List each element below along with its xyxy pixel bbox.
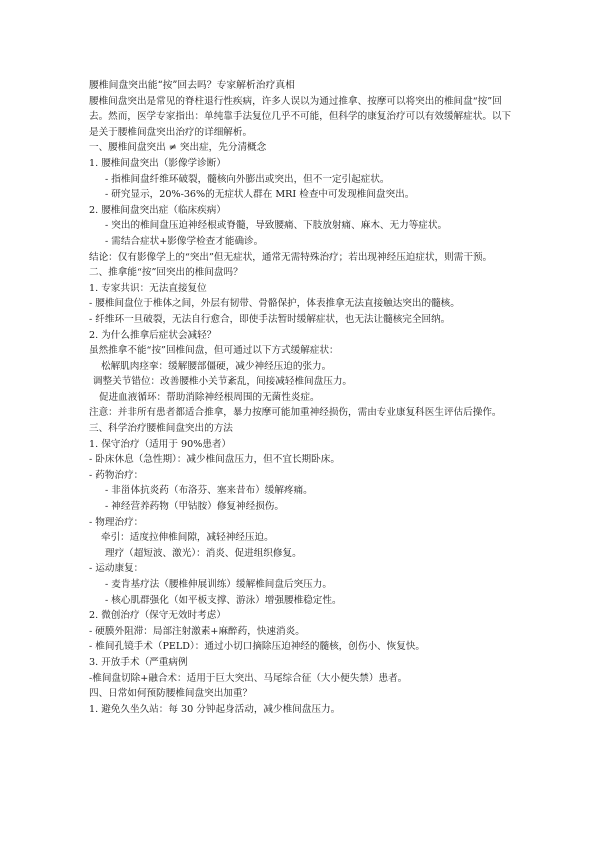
s2-point-1-bullet-2: - 纤维环一旦破裂，无法自行愈合，即使手法暂时缓解症状，也无法让髓核完全回纳。 [89,313,451,325]
s1-point-1-bullet-2: - 研究显示，20%-36%的无症状人群在 MRI 检查中可发现椎间盘突出。 [105,189,415,201]
section-4-heading: 四、日常如何预防腰椎间盘突出加重？ [89,688,253,700]
s1-point-1-bullet-1: - 指椎间盘纤维环破裂，髓核向外膨出或突出，但不一定引起症状。 [105,173,390,185]
section-1-heading: 一、腰椎间盘突出 ≠ 突出症，先分清概念 [89,142,267,154]
intro-paragraph: 腰椎间盘突出是常见的脊柱退行性疾病，许多人误以为通过推拿、按摩可以将突出的椎间盘“按”回去。然而，医学专家指出：单纯靠手法复位几乎不可能，但科学的康复治疗可以有效缓解症状。以下是关于腰椎间盘突出治疗的详细解析。 [89,95,512,138]
doc-title: 腰椎间盘突出能“按”回去吗？专家解析治疗真相 [89,80,295,91]
s2-point-1-bullet-1: - 腰椎间盘位于椎体之间，外层有韧带、骨骼保护，体表推拿无法直接触达突出的髓核。 [89,298,460,310]
s2-point-1-title: 1. 专家共识：无法直接复位 [89,282,207,294]
s1-conclusion: 结论：仅有影像学上的“突出”但无症状，通常无需特殊治疗；若出现神经压迫症状，则需干预。 [89,251,493,263]
s3-physio-item-2: 理疗（超短波、激光）：消炎、促进组织修复。 [105,547,302,559]
s2-note: 注意：并非所有患者都适合推拿，暴力按摩可能加重神经损伤，需由专业康复科医生评估后操作。 [89,407,502,419]
s3-sport-bullet-1: - 麦肯基疗法（腰椎伸展训练）缓解椎间盘后突压力。 [105,579,332,590]
s1-point-2-title: 2. 腰椎间盘突出症（临床疾病） [89,204,226,216]
s1-point-1-title: 1. 腰椎间盘突出（影像学诊断） [89,157,226,169]
s3-drug-bullet-1: - 非甾体抗炎药（布洛芬、塞来昔布）缓解疼痛。 [105,485,313,497]
s3-sport-bullet-2: - 核心肌群强化（如平板支撑、游泳）增强腰椎稳定性。 [105,594,342,606]
s4-point-1: 1. 避免久坐久站：每 30 分钟起身活动，减少椎间盘压力。 [89,703,341,715]
s3-point-1-title: 1. 保守治疗（适用于 90%患者） [89,438,232,450]
s3-physio-item-1: 牵引：适度拉伸椎间隙，减轻神经压迫。 [101,532,274,544]
s1-point-2-bullet-2: - 需结合症状+影像学检查才能确诊。 [105,235,264,247]
s1-point-2-bullet-1: - 突出的椎间盘压迫神经根或脊髓，导致腰痛、下肢放射痛、麻木、无力等症状。 [105,220,448,232]
s3-physio-title: - 物理治疗： [89,516,144,528]
s3-point-2-bullet-2: - 椎间孔镜手术（PELD）：通过小切口摘除压迫神经的髓核，创伤小、恢复快。 [89,641,426,653]
document-page [89,78,519,717]
s2-point-2-item-3: 促进血液循环：帮助消除神经根周围的无菌性炎症。 [99,391,320,403]
s3-drug-bullet-2: - 神经营养药物（甲钴胺）修复神经损伤。 [105,501,284,513]
s3-point-2-bullet-1: - 硬膜外阻滞：局部注射激素+麻醉药，快速消炎。 [89,625,305,637]
s3-sport-title: - 运动康复： [89,563,144,575]
section-3-heading: 三、科学治疗腰椎间盘突出的方法 [89,423,233,435]
s2-point-2-item-1: 松解肌肉痉挛：缓解腰部僵硬，减少神经压迫的张力。 [101,360,332,372]
s2-point-2-lead: 虽然推拿不能“按”回椎间盘，但可通过以下方式缓解症状： [89,345,339,357]
s3-point-3-title: 3. 开放手术（严重病例 [89,656,188,668]
section-2-heading: 二、推拿能“按”回突出的椎间盘吗？ [89,267,243,279]
s2-point-2-item-2: 调整关节错位：改善腰椎小关节紊乱，间接减轻椎间盘压力。 [93,376,353,388]
s3-point-2-title: 2. 微创治疗（保守无效时考虑） [89,610,226,622]
s3-rest: - 卧床休息（急性期）：减少椎间盘压力，但不宜长期卧床。 [89,454,340,466]
s3-drug-title: - 药物治疗： [89,469,144,481]
s2-point-2-title: 2. 为什么推拿后症状会减轻？ [89,329,217,341]
s3-point-3-bullet-1: -椎间盘切除+融合术：适用于巨大突出、马尾综合征（大小便失禁）患者。 [89,672,408,684]
